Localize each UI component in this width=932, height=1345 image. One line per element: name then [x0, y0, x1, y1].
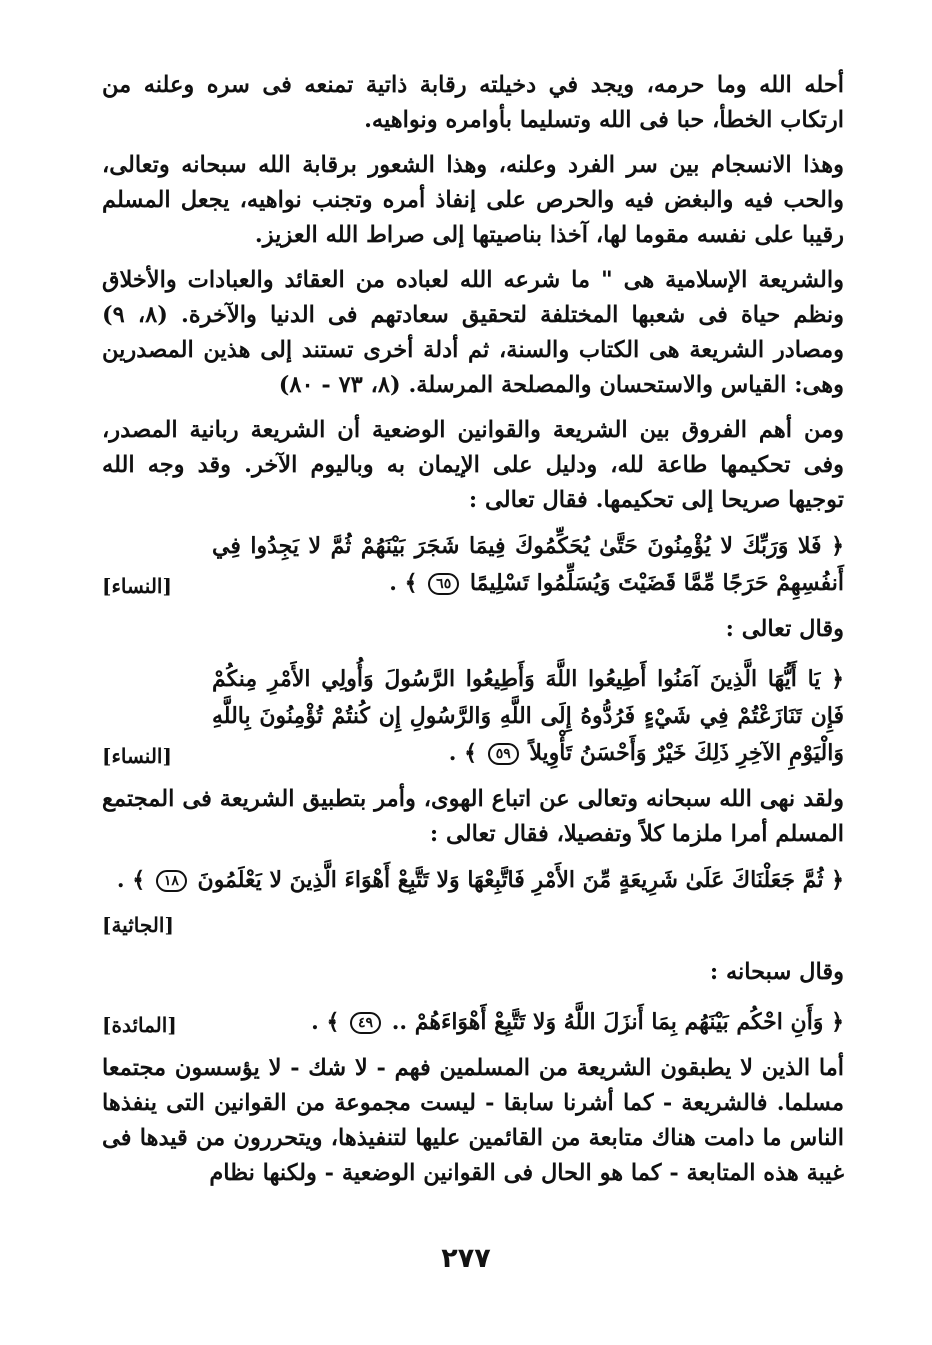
surah-reference: [المائدة] [102, 1013, 177, 1037]
verse-close: ﴾ . [448, 740, 478, 766]
verse-close: ﴾ . [116, 867, 146, 893]
paragraph-6: أما الذين لا يطبقون الشريعة من المسلمين فهم - لا شك - لا يؤسسون مجتمعا مسلما. فالشريعة - كما أشرنا سابقا - ليست مجموعة من القوانين التى ينفذها الناس ما دامت هناك متابعة من القائمين عليها لتنفيذها، ويتحررون من قيدها فى غيبة هذه المتابعة - كما هو الحال فى القوانين الوضعية - ولكنها نظام [102, 1055, 844, 1186]
quran-verse-jathiya-18 [102, 862, 844, 899]
page-number: ٢٧٧ [441, 1243, 491, 1274]
ayah-number-badge: ٥٩ [488, 743, 519, 765]
verse-text: ﴿ يَا أَيُّهَا الَّذِينَ آمَنُوا أَطِيعُوا اللَّهَ وَأَطِيعُوا الرَّسُولَ وَأُولِي الأَمْرِ مِنكُمْ فَإِن تَنَازَعْتُمْ فِي شَيْءٍ فَرُدُّوهُ إِلَى اللَّهِ وَالرَّسُولِ إِن كُنتُمْ تُؤْمِنُونَ بِاللَّهِ وَالْيَوْمِ الآخِرِ ذَلِكَ خَيْرٌ وَأَحْسَنُ تَأْوِيلاً [212, 666, 844, 766]
verse-text: ﴿ وَأَنِ احْكُم بَيْنَهُم بِمَا أَنزَلَ اللَّهُ وَلا تَتَّبِعْ أَهْوَاءَهُمْ .. [391, 1009, 844, 1035]
verse-text: ﴿ ثُمَّ جَعَلْنَاكَ عَلَىٰ شَرِيعَةٍ مِّنَ الأَمْرِ فَاتَّبِعْهَا وَلا تَتَّبِعْ أَهْوَاءَ الَّذِينَ لا يَعْلَمُونَ [197, 867, 844, 893]
quran-verse-nisa-65 [102, 528, 844, 602]
verse-text: ﴿ فَلا وَرَبِّكَ لا يُؤْمِنُونَ حَتَّىٰ يُحَكِّمُوكَ فِيمَا شَجَرَ بَيْنَهُمْ ثُمَّ لا يَجِدُوا فِي أَنفُسِهِمْ حَرَجًا مِّمَّا قَضَيْتَ وَيُسَلِّمُوا تَسْلِيمًا [212, 533, 844, 596]
ayah-number-badge: ٤٩ [350, 1012, 381, 1034]
paragraph-1: أحله الله وما حرمه، ويجد في دخيلته رقابة ذاتية تمنعه فى سره وعلنه من ارتكاب الخطأ، حبا فى الله وتسليما بأوامره ونواهيه. [102, 72, 844, 133]
verse-close: ﴾ . [389, 570, 418, 596]
surah-reference: [الجاثية] [102, 913, 174, 937]
quran-verse-nisa-59 [102, 661, 844, 772]
page-body [102, 68, 844, 1201]
verse-intro: وقال سبحانه : [709, 959, 844, 985]
verse-close: ﴾ . [311, 1009, 340, 1035]
paragraph-5: ولقد نهى الله سبحانه وتعالى عن اتباع الهوى، وأمر بتطبيق الشريعة فى المجتمع المسلم أمرا ملزما كلاً وتفصيلا، فقال تعالى : [102, 786, 844, 847]
ayah-number-badge: ٦٥ [428, 573, 459, 595]
surah-reference: [النساء] [102, 744, 172, 768]
verse-intro: وقال تعالى : [725, 616, 844, 642]
surah-reference: [النساء] [102, 574, 172, 598]
quran-verse-maida-49 [102, 1004, 844, 1041]
paragraph-3: والشريعة الإسلامية هى " ما شرعه الله لعباده من العقائد والعبادات والأخلاق ونظم حياة فى شعبها المختلفة لتحقيق سعادتهم فى الدنيا والآخرة. (٨، ٩) ومصادر الشريعة هى الكتاب والسنة، ثم أدلة أخرى تستند إلى هذين المصدرين وهى: القياس والاستحسان والمصلحة المرسلة. (٨، ٧٣ - ٨٠) [102, 267, 844, 398]
ayah-number-badge: ١٨ [156, 870, 187, 892]
paragraph-2: وهذا الانسجام بين سر الفرد وعلنه، وهذا الشعور برقابة الله سبحانه وتعالى، والحب فيه والبغض فيه والحرص على إنفاذ أمره وتجنب نواهيه، يجعل المسلم رقيبا على نفسه مقوما لها، آخذا بناصيتها إلى صراط الله العزيز. [102, 152, 844, 248]
paragraph-4: ومن أهم الفروق بين الشريعة والقوانين الوضعية أن الشريعة ربانية المصدر، وفى تحكيمها طاعة لله، ودليل على الإيمان به وباليوم الآخر. وقد وجه الله توجيها صريحا إلى تحكيمها. فقال تعالى : [102, 417, 844, 513]
